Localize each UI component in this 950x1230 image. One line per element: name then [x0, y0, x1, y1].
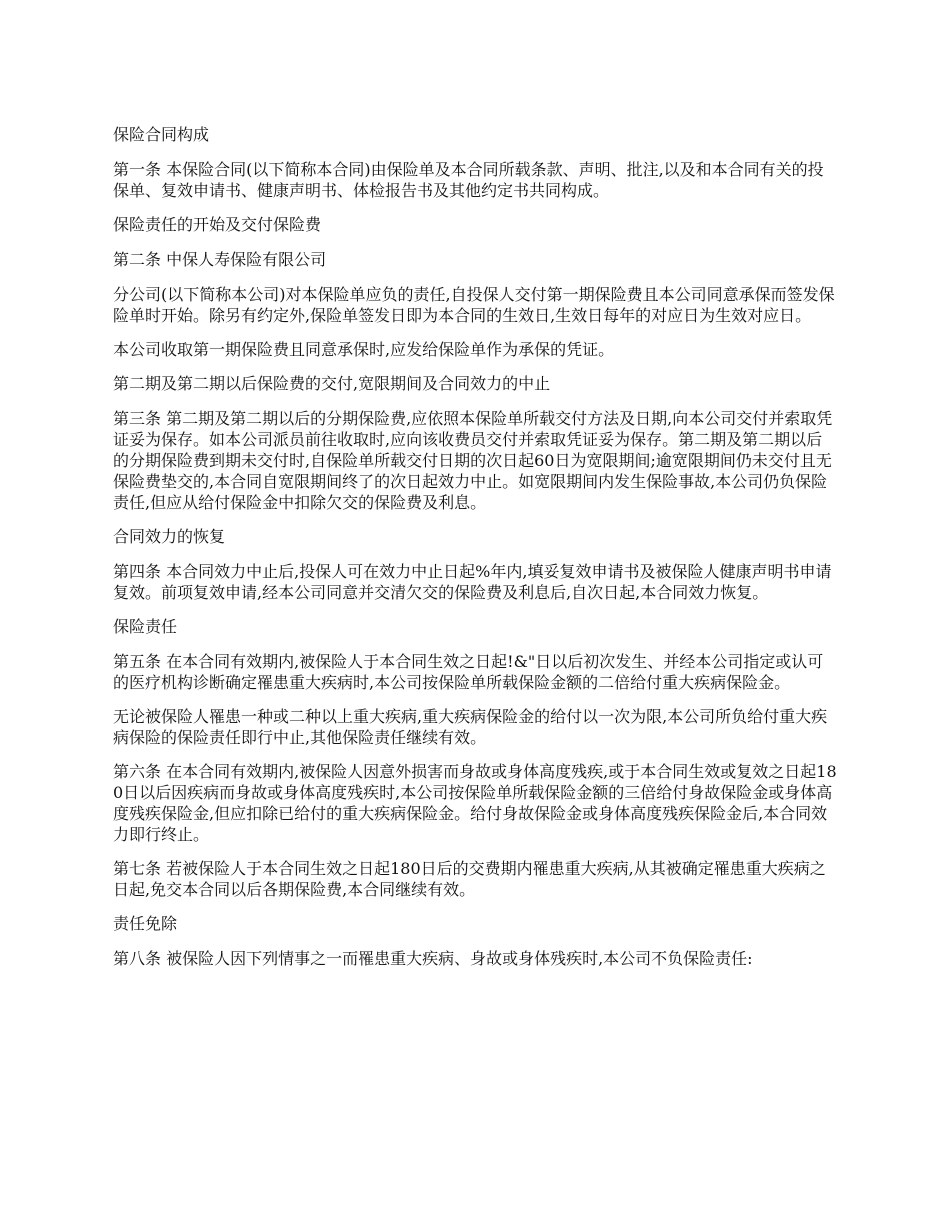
section-heading-contract-composition: 保险合同构成 — [113, 125, 210, 144]
section-heading-exclusions: 责任免除 — [113, 914, 178, 933]
section-heading-subsequent-premiums: 第二期及第二期以后保险费的交付,宽限期间及合同效力的中止 — [113, 374, 551, 393]
article-2-heading: 第二条 中保人寿保险有限公司 — [113, 250, 327, 269]
article-1-paragraph: 第一条 本保险合同(以下简称本合同)由保险单及本合同所载条款、声明、批注,以及和本合同有关的投保单、复效申请书、健康声明书、体检报告书及其他约定书共同构成。 — [113, 160, 824, 200]
article-4-paragraph: 第四条 本合同效力中止后,投保人可在效力中止日起%年内,填妥复效申请书及被保险人健康声明书申请复效。前项复效申请,经本公司同意并交清欠交的保险费及利息后,自次日起,本合同效力恢复。 — [113, 562, 832, 602]
critical-illness-limit-paragraph: 无论被保险人罹患一种或二种以上重大疾病,重大疾病保险金的给付以一次为限,本公司所负给付重大疾病保险的保险责任即行中止,其他保险责任继续有效。 — [113, 707, 828, 747]
article-3-paragraph: 第三条 第二期及第二期以后的分期保险费,应依照本保险单所载交付方法及日期,向本公司交付并索取凭证妥为保存。如本公司派员前往收取时,应向该收费员交付并索取凭证妥为保存。第二期及第二期以后的分期保险费到期未交付时,自保险单所载交付日期的次日起60日为宽限期间;逾宽限期间仍未交付且无保险费垫交的,本合同自宽限期间终了的次日起效力中止。如宽限期间内发生保险事故,本公司仍负保险责任,但应从给付保险金中扣除欠交的保险费及利息。 — [113, 409, 833, 512]
article-5-paragraph: 第五条 在本合同有效期内,被保险人于本合同生效之日起!&"日以后初次发生、并经本公司指定或认可的医疗机构诊断确定罹患重大疾病时,本公司按保险单所载保险金额的二倍给付重大疾病保险金。 — [113, 652, 824, 692]
section-heading-liability-start: 保险责任的开始及交付保险费 — [113, 215, 322, 234]
article-2-paragraph: 分公司(以下简称本公司)对本保险单应负的责任,自投保人交付第一期保险费且本公司同意承保而签发保险单时开始。除另有约定外,保险单签发日即为本合同的生效日,生效日每年的对应日为生效对应日。 — [113, 285, 835, 325]
premium-receipt-paragraph: 本公司收取第一期保险费且同意承保时,应发给保险单作为承保的凭证。 — [113, 340, 615, 359]
article-7-paragraph: 第七条 若被保险人于本合同生效之日起180日后的交费期内罹患重大疾病,从其被确定罹患重大疾病之日起,免交本合同以后各期保险费,本合同继续有效。 — [113, 859, 826, 899]
article-8-paragraph: 第八条 被保险人因下列情事之一而罹患重大疾病、身故或身体残疾时,本公司不负保险责任: — [113, 949, 753, 968]
article-6-paragraph: 第六条 在本合同有效期内,被保险人因意外损害而身故或身体高度残疾,或于本合同生效或复效之日起180日以后因疾病而身故或身体高度残疾时,本公司按保险单所载保险金额的三倍给付身故保险金或身体高度残疾保险金,但应扣除已给付的重大疾病保险金。给付身故保险金或身体高度残疾保险金后,本合同效力即行终止。 — [113, 762, 837, 844]
section-heading-insurance-liability: 保险责任 — [113, 617, 178, 636]
section-heading-reinstatement: 合同效力的恢复 — [113, 527, 226, 546]
